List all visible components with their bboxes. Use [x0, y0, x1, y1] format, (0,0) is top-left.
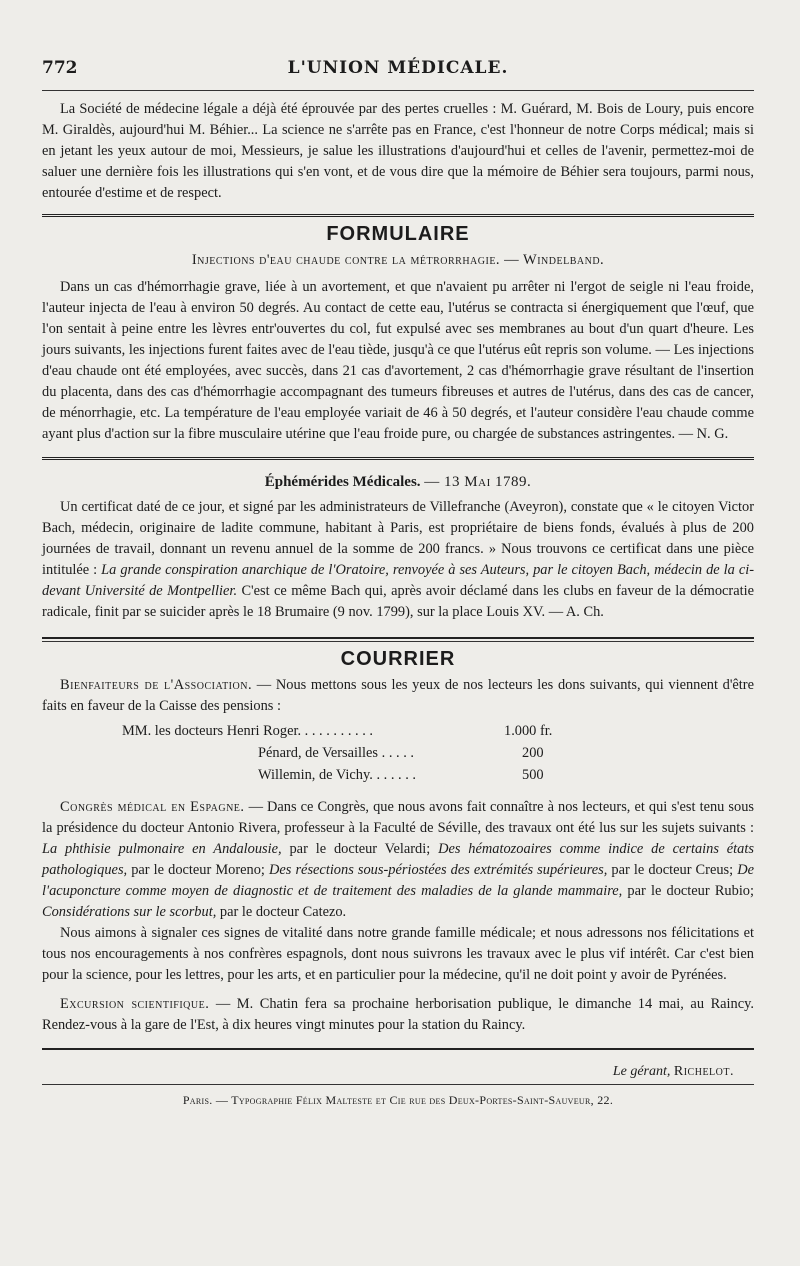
- ephemerides-title: Éphémérides Médicales.: [264, 474, 421, 490]
- formulaire-paragraph: Dans un cas d'hémorrhagie grave, liée à un avortement, et que n'avaient pu arrêter ni l'ergot de seigle ni l'eau froide, l'auteur injecta de l'eau à environ 50 degrés. Au contact de cette eau, l'utérus se contracta si énergiquement que l'œuf, que l'on sentait à peine entre les lèvres entr'ouvertes du col, fut expulsé avec ses membranes au bout d'un quart d'heure. Les jours suivants, les injections furent faites avec de l'eau tiède, jusqu'à ce que l'utérus eût repris son volume. — Les injections d'eau chaude ont été employées, avec succès, dans 21 cas d'avortement, 2 cas d'hémorrhagie grave résultant de l'insertion du placenta, dans des cas d'hémorrhagie accompagnant des tumeurs fibreuses et autres de l'utérus, dans des cas de cancer, de ménorrhagie, etc. La température de l'eau employée variait de 46 à 50 degrés, et l'auteur considère l'eau chaude comme ayant plus d'action sur la fibre musculaire utérine que l'eau froide pure, ou chargée de substances astringentes. — N. G.: [42, 279, 754, 442]
- formulaire-title: FORMULAIRE: [326, 223, 470, 245]
- congres-text: par le docteur Moreno;: [127, 862, 269, 878]
- congres-paragraph: [42, 797, 754, 923]
- header-rule: [42, 90, 754, 91]
- intro-paragraph: La Société de médecine légale a déjà été éprouvée par des pertes cruelles : M. Guérard, M. Bois de Loury, puis encore M. Giraldès, aujourd'hui M. Béhier... La science ne s'arrête pas en France, c'est l'honneur de notre Corps médical; mais si en jetant les yeux autour de moi, Messieurs, je salue les illustrations d'aujourd'hui et celles de l'avenir, permettez-moi de saluer une dernière fois les illustrations qui s'en vont, et de vous dire que la mémoire de Béhier sera toujours, parmi nous, entourée d'estime et de respect.: [42, 101, 754, 201]
- congres-text: par le docteur Velardi;: [281, 841, 439, 857]
- congres-text: par le docteur Rubio;: [622, 883, 755, 899]
- donor-name: Willemin, de Vichy. . . . . . .: [258, 767, 417, 783]
- gerant-label: Le gérant,: [612, 1064, 671, 1079]
- page-header: [42, 52, 754, 80]
- footer-rule-thin: [42, 1084, 754, 1085]
- section-divider: [42, 637, 754, 639]
- congres-italic: Des hématozoaires comme indice de certains états pathologiques,: [42, 841, 754, 878]
- congres-text: — Dans ce Congrès, que nous avons fait connaître à nos lecteurs, et qui s'est tenu sous la présidence du docteur Antonio Rivera, professeur à la Faculté de Séville, des travaux ont été lus sur les sujets suivants :: [42, 799, 754, 836]
- ephemerides-paragraph: [42, 497, 754, 623]
- congres-text: par le docteur Creus;: [607, 862, 738, 878]
- excursion-paragraph: [42, 994, 754, 1036]
- donor-amount: 500: [522, 767, 544, 783]
- ephemerides-date: — 13 Mai 1789.: [424, 474, 532, 490]
- donor-name: Pénard, de Versailles . . . . .: [258, 745, 414, 761]
- ephemerides-text: Un certificat daté de ce jour, et signé par les administrateurs de Villefranche (Aveyron), constate que « le citoyen Victor Bach, médecin, originaire de ladite commune, habitant à Paris, est propriétaire de biens fonds, évalués à plus de 200 journées de travail, donnant un revenu annuel de la somme de 200 francs. » Nous trouvons ce certificat dans une pièce intitulée :: [42, 499, 754, 578]
- donor-amount: 200: [522, 745, 544, 761]
- congres-italic: Des résections sous-périostées des extrémités supérieures,: [269, 862, 608, 878]
- excursion-lead: Excursion scientifique.: [60, 996, 210, 1012]
- ephemerides-text-end: C'est ce même Bach qui, après avoir déclamé dans les clubs en faveur de la démocratie radicale, finit par se suicider après le 18 Brumaire (9 nov. 1799), sur la place Louis XV. — A. Ch.: [42, 583, 755, 620]
- donor-name: MM. les docteurs Henri Roger. . . . . . . . . . .: [122, 723, 374, 739]
- section-divider-thin: [42, 641, 754, 642]
- donor-row: [42, 745, 754, 767]
- footer-rule: [42, 1048, 754, 1050]
- donor-row: [42, 767, 754, 789]
- congres-italic: De l'acuponcture comme moyen de diagnostic et de traitement des maladies de la glande mammaire,: [42, 862, 754, 899]
- gerant-name: Richelot.: [673, 1064, 734, 1079]
- congres-paragraph-2: Nous aimons à signaler ces signes de vitalité dans notre grande famille médicale; et nous adressons nos félicitations et tous nos encouragements à nos confrères espagnols, dont nous suivrons les travaux avec le plus vif intérêt. Car c'est bien pour la science, pour les lettres, pour les arts, et en particulier pour la médecine, qu'il ne doit point y avoir de Pyrénées.: [42, 925, 754, 983]
- bienfaiteurs-paragraph: [42, 675, 754, 717]
- congres-italic: La phthisie pulmonaire en Andalousie,: [42, 841, 282, 857]
- courrier-title: COURRIER: [340, 648, 456, 670]
- formulaire-subtitle: Injections d'eau chaude contre la métrorrhagie. — Windelband.: [191, 252, 605, 268]
- footer-signature: [42, 1062, 754, 1082]
- gerant: [613, 1064, 734, 1080]
- ephemerides-heading: [42, 474, 754, 491]
- page-number: 772: [42, 58, 78, 78]
- section-divider: [42, 457, 754, 460]
- congres-text: par le docteur Catezo.: [216, 904, 347, 920]
- donor-list: [42, 723, 754, 789]
- congres-lead: Congrès médical en Espagne.: [60, 799, 245, 815]
- printer-imprint: Paris. — Typographie Félix Malteste et Cie rue des Deux-Portes-Saint-Sauveur, 22.: [182, 1093, 614, 1107]
- bienfaiteurs-text: — Nous mettons sous les yeux de nos lecteurs les dons suivants, qui viennent d'être faits en faveur de la Caisse des pensions :: [42, 677, 754, 714]
- donor-row: [42, 723, 754, 745]
- donor-amount: 1.000 fr.: [504, 723, 553, 739]
- ephemerides-italic-title: La grande conspiration anarchique de l'Oratoire, renvoyée à ses Auteurs, par le citoyen Bach, médecin de la ci-devant Université de Montpellier.: [42, 562, 755, 599]
- excursion-text: — M. Chatin fera sa prochaine herborisation publique, le dimanche 14 mai, au Raincy. Rendez-vous à la gare de l'Est, à dix heures vingt minutes pour la station du Raincy.: [42, 996, 754, 1033]
- journal-title: L'UNION MÉDICALE.: [287, 58, 509, 78]
- bienfaiteurs-lead: Bienfaiteurs de l'Association.: [60, 677, 253, 693]
- section-divider: [42, 214, 754, 217]
- spacer: [42, 986, 754, 994]
- congres-italic: Considérations sur le scorbut,: [42, 904, 217, 920]
